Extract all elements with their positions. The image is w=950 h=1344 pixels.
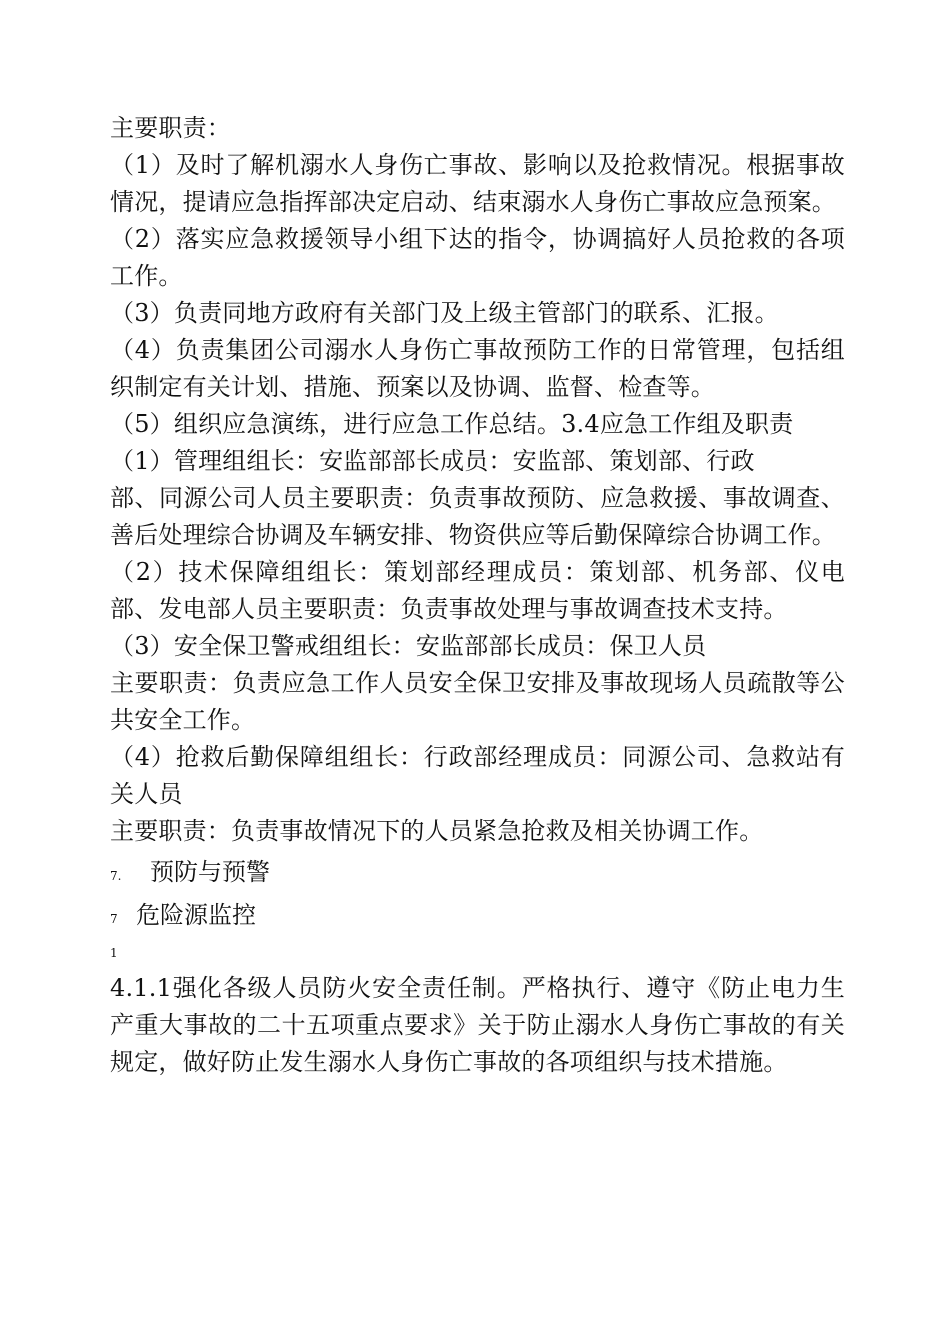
paragraph-technical-group: （2）技术保障组组长：策划部经理成员：策划部、机务部、仪电部、发电部人员主要职责：负责事故处理与事故调查技术支持。 [110,558,845,623]
paragraph-duty-4: （4）负责集团公司溺水人身伤亡事故预防工作的日常管理，包括组织制定有关计划、措施、预案以及协调、监督、检查等。 [110,336,845,401]
document-body [110,110,845,1081]
paragraph-duty-2: （2）落实应急救援领导小组下达的指令，协调搞好人员抢救的各项工作。 [110,225,845,290]
paragraph-rescue-group: （4）抢救后勤保障组组长：行政部经理成员：同源公司、急救站有关人员 [110,743,845,808]
paragraph-duty-1: （1）及时了解机溺水人身伤亡事故、影响以及抢救情况。根据事故情况，提请应急指挥部决定启动、结束溺水人身伤亡事故应急预案。 [110,151,845,216]
subsection-number: 7 1 [110,912,121,960]
paragraph-security-group: （3）安全保卫警戒组组长：安监部部长成员：保卫人员 [110,632,707,660]
paragraph-duties-header: 主要职责： [110,114,231,142]
subsection-heading [110,898,845,970]
section-title: 预防与预警 [150,858,270,886]
paragraph-hazard-monitoring: 4.1.1强化各级人员防火安全责任制。严格执行、遵守《防止电力生产重大事故的二十五项重点要求》关于防止溺水人身伤亡事故的有关规定，做好防止发生溺水人身伤亡事故的各项组织与技术措施。 [110,974,845,1076]
paragraph-duty-5: （5）组织应急演练，进行应急工作总结。3.4应急工作组及职责 [110,410,794,438]
section-number: 7. [110,869,122,883]
paragraph-management-group-cont: 部、同源公司人员主要职责：负责事故预防、应急救援、事故调查、善后处理综合协调及车辆安排、物资供应等后勤保障综合协调工作。 [110,484,845,549]
paragraph-duty-3: （3）负责同地方政府有关部门及上级主管部门的联系、汇报。 [110,299,779,327]
paragraph-security-duties: 主要职责：负责应急工作人员安全保卫安排及事故现场人员疏散等公共安全工作。 [110,669,845,734]
section-heading [110,850,845,898]
subsection-title: 危险源监控 [136,901,256,929]
paragraph-rescue-duties: 主要职责：负责事故情况下的人员紧急抢救及相关协调工作。 [110,817,764,845]
paragraph-management-group: （1）管理组组长：安监部部长成员：安监部、策划部、行政 [110,447,755,475]
